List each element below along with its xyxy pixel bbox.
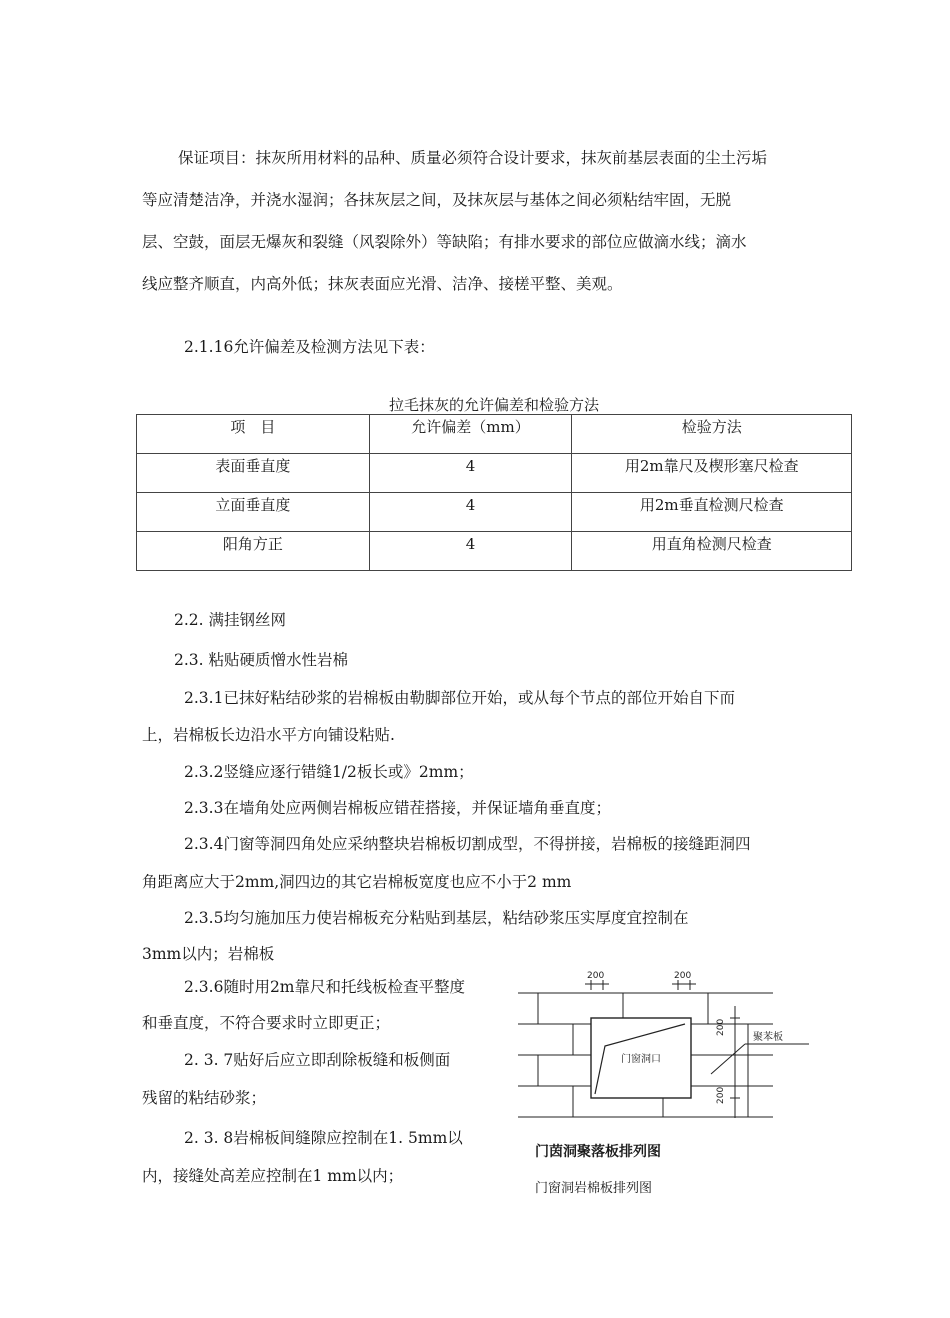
table-row — [137, 454, 852, 493]
intro-line-1: 保证项目：抹灰所用材料的品种、质量必须符合设计要求，抹灰前基层表面的尘土污垢 — [178, 149, 768, 167]
cell-method: 用直角检测尺检查 — [572, 532, 852, 571]
opening-label: 门窗洞口 — [621, 1054, 661, 1065]
cell-method: 用2m垂直检测尺检查 — [572, 493, 852, 532]
board-layout-diagram — [513, 966, 853, 1126]
figure-caption-bold: 门茵洞聚落板排列图 — [535, 1144, 661, 1160]
header-item: 项 目 — [137, 415, 370, 454]
item-2-3-6-line1: 2.3.6随时用2m靠尺和托线板检查平整度 — [184, 978, 465, 996]
section-2-1-16: 2.1.16允许偏差及检测方法见下表： — [184, 338, 435, 356]
cell-deviation: 4 — [369, 454, 572, 493]
item-2-3-8-line2: 内，接缝处高差应控制在1 mm以内； — [142, 1167, 404, 1185]
table-row — [137, 493, 852, 532]
section-2-2: 2.2. 满挂钢丝网 — [174, 611, 287, 629]
dim-top-right: 200 — [674, 971, 692, 981]
dim-top-left: 200 — [587, 971, 605, 981]
cell-deviation: 4 — [369, 532, 572, 571]
intro-line-2: 等应清楚洁净，并浇水湿润；各抹灰层之间，及抹灰层与基体之间必须粘结牢固，无脱 — [142, 191, 732, 209]
item-2-3-6-line2: 和垂直度，不符合要求时立即更正； — [142, 1014, 391, 1032]
table-caption: 拉毛抹灰的允许偏差和检验方法 — [388, 396, 599, 414]
item-2-3-4-line1: 2.3.4门窗等洞四角处应采纳整块岩棉板切割成型，不得拼接，岩棉板的接缝距洞四 — [184, 835, 751, 853]
dim-side-upper: 200 — [716, 1018, 726, 1036]
item-2-3-1-line1: 2.3.1已抹好粘结砂浆的岩棉板由勒脚部位开始，或从每个节点的部位开始自下而 — [184, 689, 735, 707]
cell-item: 阳角方正 — [137, 532, 370, 571]
cell-item: 表面垂直度 — [137, 454, 370, 493]
cell-method: 用2m靠尺及楔形塞尺检查 — [572, 454, 852, 493]
deviation-table — [136, 414, 852, 571]
item-2-3-8-line1: 2. 3. 8岩棉板间缝隙应控制在1. 5mm以 — [184, 1129, 463, 1147]
board-label: 聚苯板 — [753, 1032, 783, 1043]
table-row — [137, 532, 852, 571]
header-deviation: 允许偏差（mm） — [369, 415, 572, 454]
table-header-row — [137, 415, 852, 454]
figure-caption: 门窗洞岩棉板排列图 — [535, 1181, 653, 1196]
item-2-3-7-line1: 2. 3. 7贴好后应立即刮除板缝和板侧面 — [184, 1051, 451, 1069]
item-2-3-1-line2: 上，岩棉板长边沿水平方向铺设粘贴. — [142, 726, 395, 744]
dim-side-lower: 200 — [716, 1086, 726, 1104]
item-2-3-3: 2.3.3在墙角处应两侧岩棉板应错茬搭接，并保证墙角垂直度； — [184, 799, 611, 817]
item-2-3-5-line2: 3mm以内；岩棉板 — [142, 945, 275, 963]
cell-item: 立面垂直度 — [137, 493, 370, 532]
item-2-3-7-line2: 残留的粘结砂浆； — [142, 1089, 267, 1107]
cell-deviation: 4 — [369, 493, 572, 532]
intro-line-4: 线应整齐顺直，内高外低；抹灰表面应光滑、洁净、接槎平整、美观。 — [142, 275, 623, 293]
intro-line-3: 层、空鼓，面层无爆灰和裂缝（风裂除外）等缺陷；有排水要求的部位应做滴水线；滴水 — [142, 233, 747, 251]
item-2-3-5-line1: 2.3.5均匀施加压力使岩棉板充分粘贴到基层，粘结砂浆压实厚度宜控制在 — [184, 909, 689, 927]
item-2-3-4-line2: 角距离应大于2mm,洞四边的其它岩棉板宽度也应不小于2 mm — [142, 873, 572, 891]
header-method: 检验方法 — [572, 415, 852, 454]
section-2-3: 2.3. 粘贴硬质憎水性岩棉 — [174, 651, 349, 669]
item-2-3-2: 2.3.2竖缝应逐行错缝1/2板长或》2mm； — [184, 763, 474, 781]
